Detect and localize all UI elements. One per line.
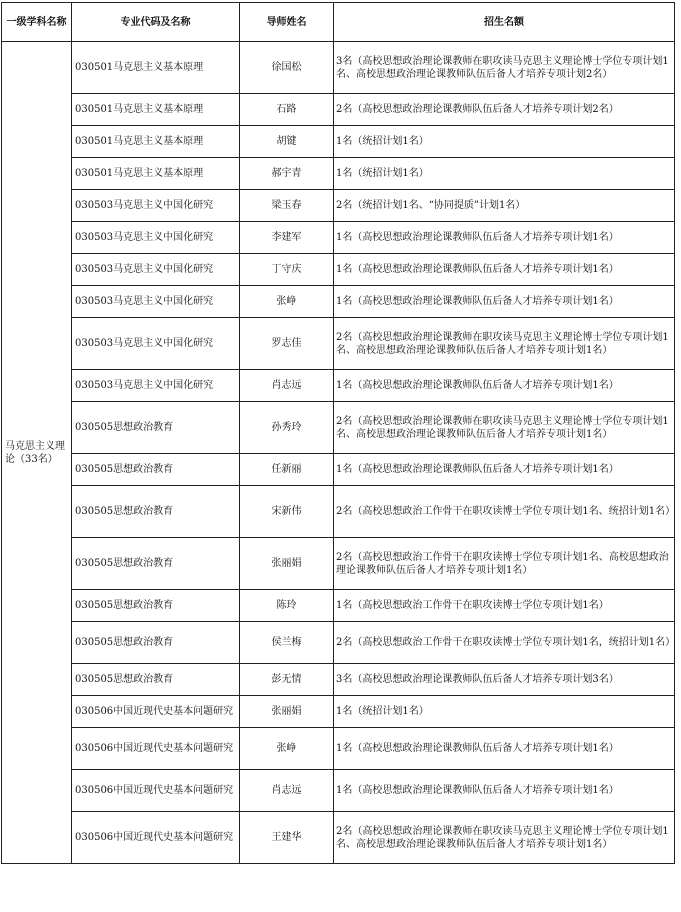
supervisor-cell: 罗志佳: [240, 318, 334, 370]
major-code-cell: 030505思想政治教育: [72, 622, 240, 664]
major-code-cell: 030503马克思主义中国化研究: [72, 254, 240, 286]
supervisor-cell: 肖志远: [240, 770, 334, 812]
quota-cell: 2名（统招计划1名、“协同提质”计划1名）: [334, 190, 675, 222]
table-body: [2, 42, 675, 864]
quota-cell: 2名（高校思想政治理论课教师在职攻读马克思主义理论博士学位专项计划1名、高校思想政治理论课教师队伍后备人才培养专项计划1名）: [334, 812, 675, 864]
header-row: [2, 3, 675, 42]
supervisor-cell: 胡键: [240, 126, 334, 158]
table-row: [2, 286, 675, 318]
supervisor-cell: 梁玉春: [240, 190, 334, 222]
table-row: [2, 126, 675, 158]
supervisor-cell: 张丽娟: [240, 538, 334, 590]
major-code-cell: 030503马克思主义中国化研究: [72, 370, 240, 402]
quota-cell: 1名（高校思想政治理论课教师队伍后备人才培养专项计划1名）: [334, 286, 675, 318]
header-discipline: 一级学科名称: [2, 3, 72, 42]
table-row: [2, 486, 675, 538]
quota-cell: 1名（高校思想政治理论课教师队伍后备人才培养专项计划1名）: [334, 728, 675, 770]
major-code-cell: 030506中国近现代史基本问题研究: [72, 728, 240, 770]
supervisor-cell: 陈玲: [240, 590, 334, 622]
quota-cell: 1名（高校思想政治理论课教师队伍后备人才培养专项计划1名）: [334, 222, 675, 254]
table-row: [2, 454, 675, 486]
major-code-cell: 030503马克思主义中国化研究: [72, 286, 240, 318]
quota-cell: 2名（高校思想政治理论课教师在职攻读马克思主义理论博士学位专项计划1名、高校思想政治理论课教师队伍后备人才培养专项计划1名）: [334, 318, 675, 370]
table-row: [2, 770, 675, 812]
supervisor-cell: 张峥: [240, 286, 334, 318]
header-quota: 招生名额: [334, 3, 675, 42]
major-code-cell: 030505思想政治教育: [72, 590, 240, 622]
table-row: [2, 622, 675, 664]
quota-cell: 2名（高校思想政治工作骨干在职攻读博士学位专项计划1名、高校思想政治理论课教师队伍后备人才培养专项计划1名）: [334, 538, 675, 590]
enrollment-table: [1, 2, 675, 864]
table-row: [2, 696, 675, 728]
table-row: [2, 728, 675, 770]
quota-cell: 2名（高校思想政治理论课教师队伍后备人才培养专项计划2名）: [334, 94, 675, 126]
major-code-cell: 030505思想政治教育: [72, 454, 240, 486]
quota-cell: 1名（高校思想政治理论课教师队伍后备人才培养专项计划1名）: [334, 454, 675, 486]
table-row: [2, 812, 675, 864]
table-row: [2, 190, 675, 222]
supervisor-cell: 丁守庆: [240, 254, 334, 286]
major-code-cell: 030506中国近现代史基本问题研究: [72, 812, 240, 864]
major-code-cell: 030501马克思主义基本原理: [72, 158, 240, 190]
major-code-cell: 030506中国近现代史基本问题研究: [72, 770, 240, 812]
quota-cell: 2名（高校思想政治工作骨干在职攻读博士学位专项计划1名，统招计划1名）: [334, 622, 675, 664]
quota-cell: 2名（高校思想政治理论课教师在职攻读马克思主义理论博士学位专项计划1名、高校思想政治理论课教师队伍后备人才培养专项计划1名）: [334, 402, 675, 454]
table-row: [2, 222, 675, 254]
quota-cell: 3名（高校思想政治理论课教师在职攻读马克思主义理论博士学位专项计划1名、高校思想政治理论课教师队伍后备人才培养专项计划2名）: [334, 42, 675, 94]
supervisor-cell: 彭无情: [240, 664, 334, 696]
discipline-cell: 马克思主义理论（33名）: [2, 42, 72, 864]
major-code-cell: 030505思想政治教育: [72, 402, 240, 454]
supervisor-cell: 石路: [240, 94, 334, 126]
supervisor-cell: 张峥: [240, 728, 334, 770]
quota-cell: 1名（统招计划1名）: [334, 696, 675, 728]
table-row: [2, 254, 675, 286]
table-row: [2, 42, 675, 94]
major-code-cell: 030505思想政治教育: [72, 538, 240, 590]
major-code-cell: 030503马克思主义中国化研究: [72, 318, 240, 370]
quota-cell: 1名（统招计划1名）: [334, 126, 675, 158]
supervisor-cell: 肖志远: [240, 370, 334, 402]
quota-cell: 1名（高校思想政治理论课教师队伍后备人才培养专项计划1名）: [334, 770, 675, 812]
supervisor-cell: 王建华: [240, 812, 334, 864]
quota-cell: 1名（高校思想政治理论课教师队伍后备人才培养专项计划1名）: [334, 254, 675, 286]
supervisor-cell: 李建军: [240, 222, 334, 254]
supervisor-cell: 侯兰梅: [240, 622, 334, 664]
table-row: [2, 402, 675, 454]
table-row: [2, 538, 675, 590]
table-row: [2, 590, 675, 622]
header-code: 专业代码及名称: [72, 3, 240, 42]
table-row: [2, 158, 675, 190]
supervisor-cell: 孙秀玲: [240, 402, 334, 454]
supervisor-cell: 宋新伟: [240, 486, 334, 538]
table-row: [2, 664, 675, 696]
major-code-cell: 030506中国近现代史基本问题研究: [72, 696, 240, 728]
major-code-cell: 030501马克思主义基本原理: [72, 94, 240, 126]
major-code-cell: 030505思想政治教育: [72, 486, 240, 538]
table-row: [2, 370, 675, 402]
major-code-cell: 030501马克思主义基本原理: [72, 42, 240, 94]
supervisor-cell: 郝宇青: [240, 158, 334, 190]
header-supervisor: 导师姓名: [240, 3, 334, 42]
major-code-cell: 030503马克思主义中国化研究: [72, 222, 240, 254]
major-code-cell: 030501马克思主义基本原理: [72, 126, 240, 158]
quota-cell: 1名（统招计划1名）: [334, 158, 675, 190]
quota-cell: 1名（高校思想政治理论课教师队伍后备人才培养专项计划1名）: [334, 370, 675, 402]
major-code-cell: 030503马克思主义中国化研究: [72, 190, 240, 222]
quota-cell: 1名（高校思想政治工作骨干在职攻读博士学位专项计划1名）: [334, 590, 675, 622]
table-row: [2, 94, 675, 126]
supervisor-cell: 任新丽: [240, 454, 334, 486]
supervisor-cell: 徐国松: [240, 42, 334, 94]
quota-cell: 3名（高校思想政治理论课教师队伍后备人才培养专项计划3名）: [334, 664, 675, 696]
supervisor-cell: 张丽娟: [240, 696, 334, 728]
quota-cell: 2名（高校思想政治工作骨干在职攻读博士学位专项计划1名、统招计划1名）: [334, 486, 675, 538]
table-row: [2, 318, 675, 370]
major-code-cell: 030505思想政治教育: [72, 664, 240, 696]
